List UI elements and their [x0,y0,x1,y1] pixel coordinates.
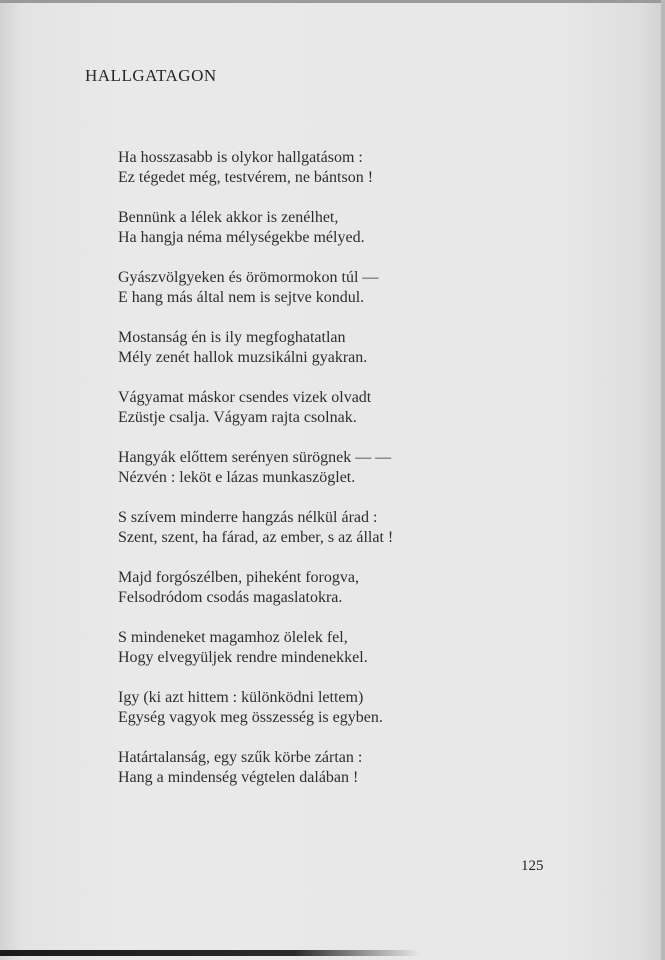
stanza [118,688,538,728]
poem-line: Mostanság én is ily megfoghatatlan [118,329,346,346]
poem-line: Felsodródom csodás magaslatokra. [118,589,343,606]
stanza [118,208,538,248]
poem-line: Hangyák előttem serényen sürögnek — — [118,449,392,466]
poem-line: Mély zenét hallok muzsikálni gyakran. [118,349,368,366]
poem-line: E hang más által nem is sejtve kondul. [118,289,365,306]
poem-line: Bennünk a lélek akkor is zenélhet, [118,209,339,226]
page-number: 125 [521,858,544,874]
poem-line: Szent, szent, ha fárad, az ember, s az állat ! [118,529,394,546]
poem-line: Határtalanság, egy szűk körbe zártan : [118,749,363,766]
stanza [118,148,538,188]
stanza [118,388,538,428]
stanza [118,448,538,488]
stanza [118,628,538,668]
stanza [118,508,538,548]
poem-line: Ezüstje csalja. Vágyam rajta csolnak. [118,409,357,426]
poem-line: Vágyamat máskor csendes vizek olvadt [118,389,372,406]
poem-line: Ez tégedet még, testvérem, ne bántson ! [118,169,374,186]
poem-line: Egység vagyok meg összesség is egyben. [118,709,383,726]
stanza [118,568,538,608]
page-bottom-shadow [0,950,420,956]
poem-line: Gyászvölgyeken és örömormokon túl — [118,269,379,286]
page-right-edge [661,0,665,960]
poem-line: Igy (ki azt hittem : különködni lettem) [118,689,364,706]
poem-body [118,148,538,808]
stanza [118,748,538,788]
poem-line: Ha hosszasabb is olykor hallgatásom : [118,149,363,166]
stanza [118,328,538,368]
poem-title: HALLGATAGON [85,66,217,85]
poem-line: Ha hangja néma mélységekbe mélyed. [118,229,365,246]
poem-line: Nézvén : leköt e lázas munkaszöglet. [118,469,356,486]
poem-line: S szívem minderre hangzás nélkül árad : [118,509,378,526]
poem-line: Hogy elvegyüljek rendre mindenekkel. [118,649,368,666]
poem-line: Majd forgószélben, piheként forogva, [118,569,359,586]
page-top-edge [0,0,665,3]
poem-line: S mindeneket magamhoz ölelek fel, [118,629,348,646]
poem-line: Hang a mindenség végtelen dalában ! [118,769,359,786]
stanza [118,268,538,308]
